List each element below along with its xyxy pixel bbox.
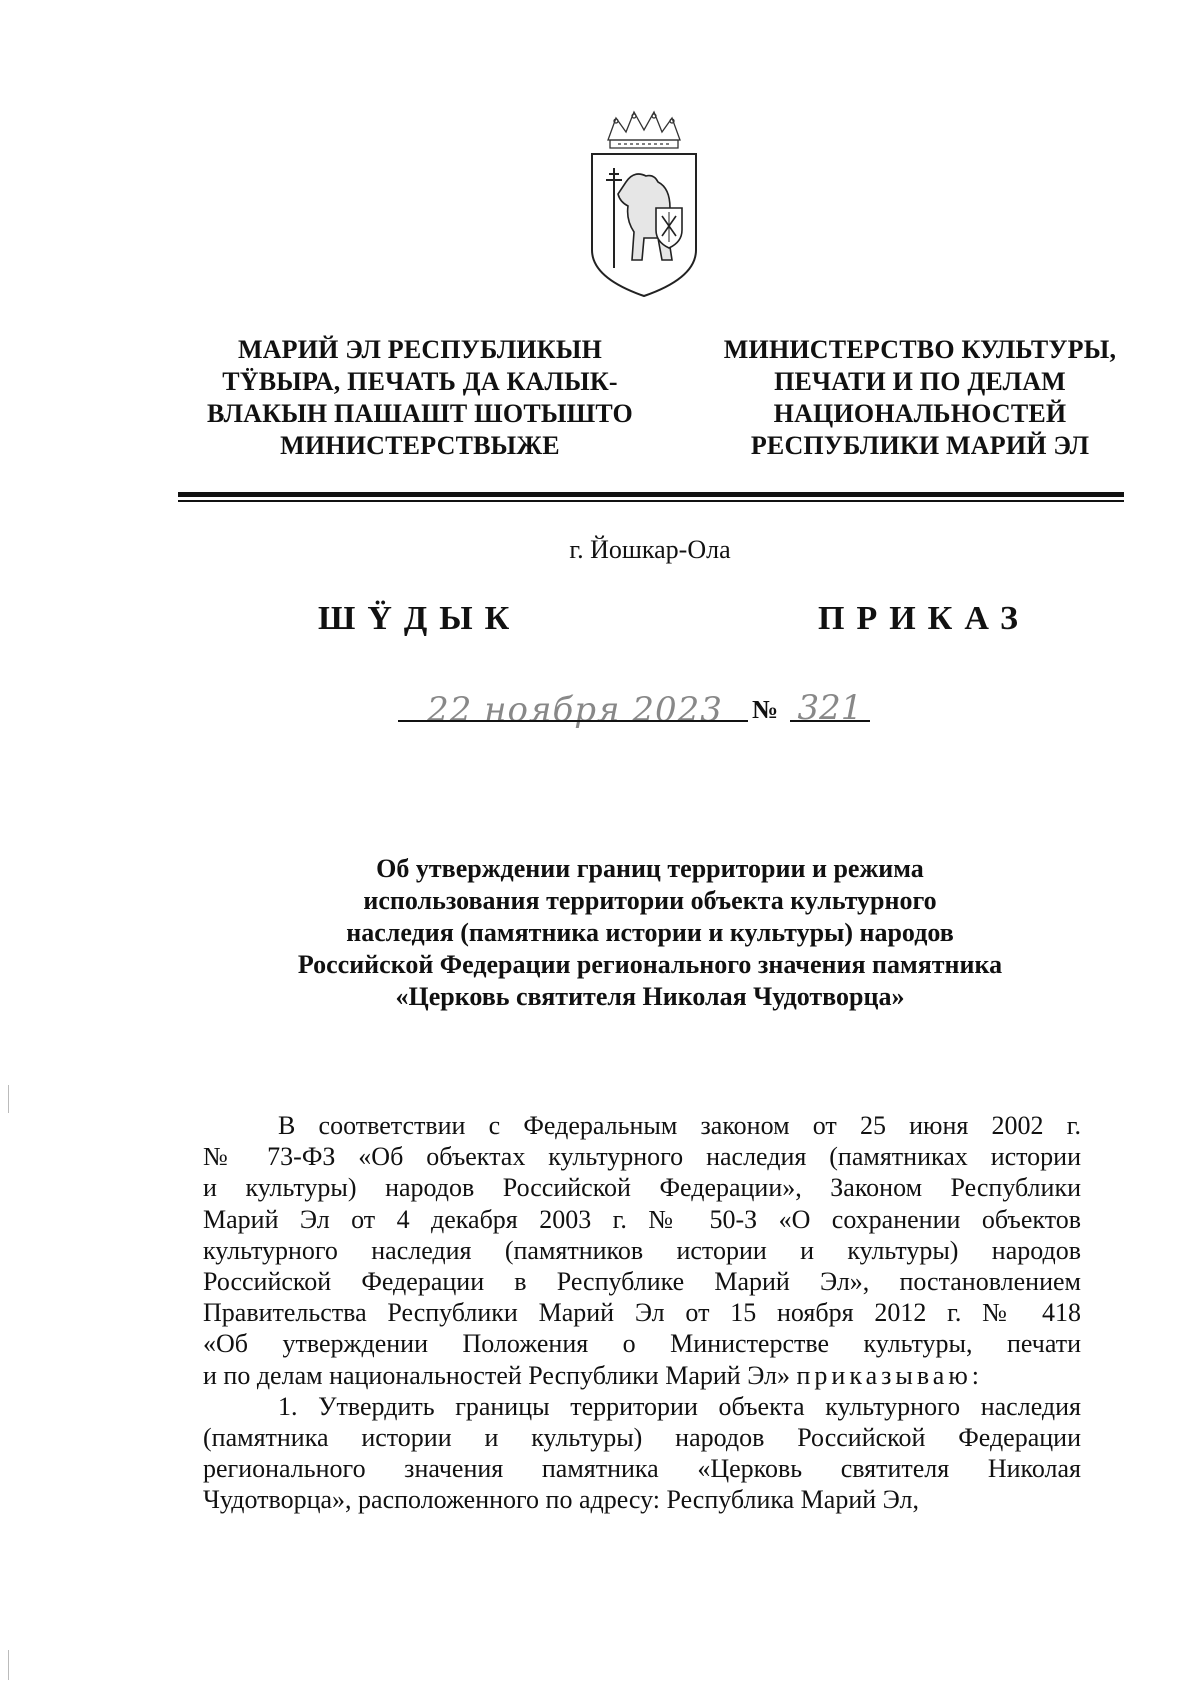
header-right-line: РЕСПУБЛИКИ МАРИЙ ЭЛ	[750, 431, 1090, 460]
body-line: «Об утверждении Положения о Министерстве культуры, печати	[203, 1329, 1081, 1359]
order-body	[203, 1110, 1081, 1516]
header-divider-thin	[178, 500, 1124, 502]
coat-of-arms-emblem	[578, 110, 710, 300]
title-line: «Церковь святителя Николая Чудотворца»	[395, 982, 905, 1011]
body-line: культурного наследия (памятников истории и культуры) народов	[203, 1235, 1081, 1265]
body-line: Правительства Республики Марий Эл от 15 ноября 2012 г. № 418	[203, 1298, 1081, 1328]
doc-type-mari: ШŸДЫК	[318, 600, 522, 637]
date-underline	[398, 720, 748, 722]
header-left-line: ВЛАКЫН ПАШАШТ ШОТЫШТО	[207, 399, 633, 428]
city-name: г. Йошкар-Ола	[569, 535, 731, 564]
header-right-line: ПЕЧАТИ И ПО ДЕЛАМ	[774, 367, 1066, 396]
body-line: (памятника истории и культуры) народов Российской Федерации	[203, 1423, 1081, 1453]
number-underline	[790, 720, 870, 722]
body-line: Марий Эл от 4 декабря 2003 г. № 50-З «О сохранении объектов	[203, 1204, 1081, 1234]
body-line: Чудотворца», расположенного по адресу: Республика Марий Эл,	[203, 1485, 919, 1515]
body-line: № 73-ФЗ «Об объектах культурного наследия (памятниках истории	[203, 1142, 1081, 1172]
order-word: приказываю:	[796, 1360, 983, 1390]
title-line: наследия (памятника истории и культуры) народов	[346, 918, 954, 947]
title-line: Российской Федерации регионального значения памятника	[297, 950, 1003, 979]
header-mari-ministry-name	[170, 334, 670, 462]
handwritten-order-number: 321	[797, 688, 863, 728]
scan-margin-mark	[8, 1085, 9, 1113]
order-title	[200, 853, 1100, 1013]
number-sign: №	[752, 695, 779, 724]
handwritten-date: 22 ноября 2023	[427, 690, 723, 730]
title-line: использования территории объекта культурного	[363, 886, 937, 915]
header-divider-thick	[178, 492, 1124, 497]
header-left-line: МИНИСТЕРСТВЫЖЕ	[280, 431, 560, 460]
body-line: и по делам национальностей Республики Марий Эл»	[203, 1360, 790, 1390]
header-right-line: НАЦИОНАЛЬНОСТЕЙ	[773, 399, 1067, 428]
header-left-line: МАРИЙ ЭЛ РЕСПУБЛИКЫН	[237, 335, 603, 364]
header-left-line: ТŸВЫРА, ПЕЧАТЬ ДА КАЛЫК-	[222, 367, 618, 396]
body-line-with-order-word	[203, 1360, 1081, 1391]
body-line: и культуры) народов Российской Федерации», Законом Республики	[203, 1173, 1081, 1203]
title-line: Об утверждении границ территории и режима	[376, 854, 924, 883]
body-line: Российской Федерации в Республике Марий Эл», постановлением	[203, 1267, 1081, 1297]
header-right-line: МИНИСТЕРСТВО КУЛЬТУРЫ,	[723, 335, 1117, 364]
body-line: регионального значения памятника «Церковь святителя Николая	[203, 1454, 1081, 1484]
scan-margin-mark	[8, 1650, 9, 1680]
body-line: 1. Утвердить границы территории объекта культурного наследия	[278, 1391, 1081, 1421]
doc-type-russian: ПРИКАЗ	[818, 600, 1030, 637]
body-line: В соответствии с Федеральным законом от 25 июня 2002 г.	[278, 1111, 1081, 1140]
header-russian-ministry-name	[680, 334, 1160, 462]
